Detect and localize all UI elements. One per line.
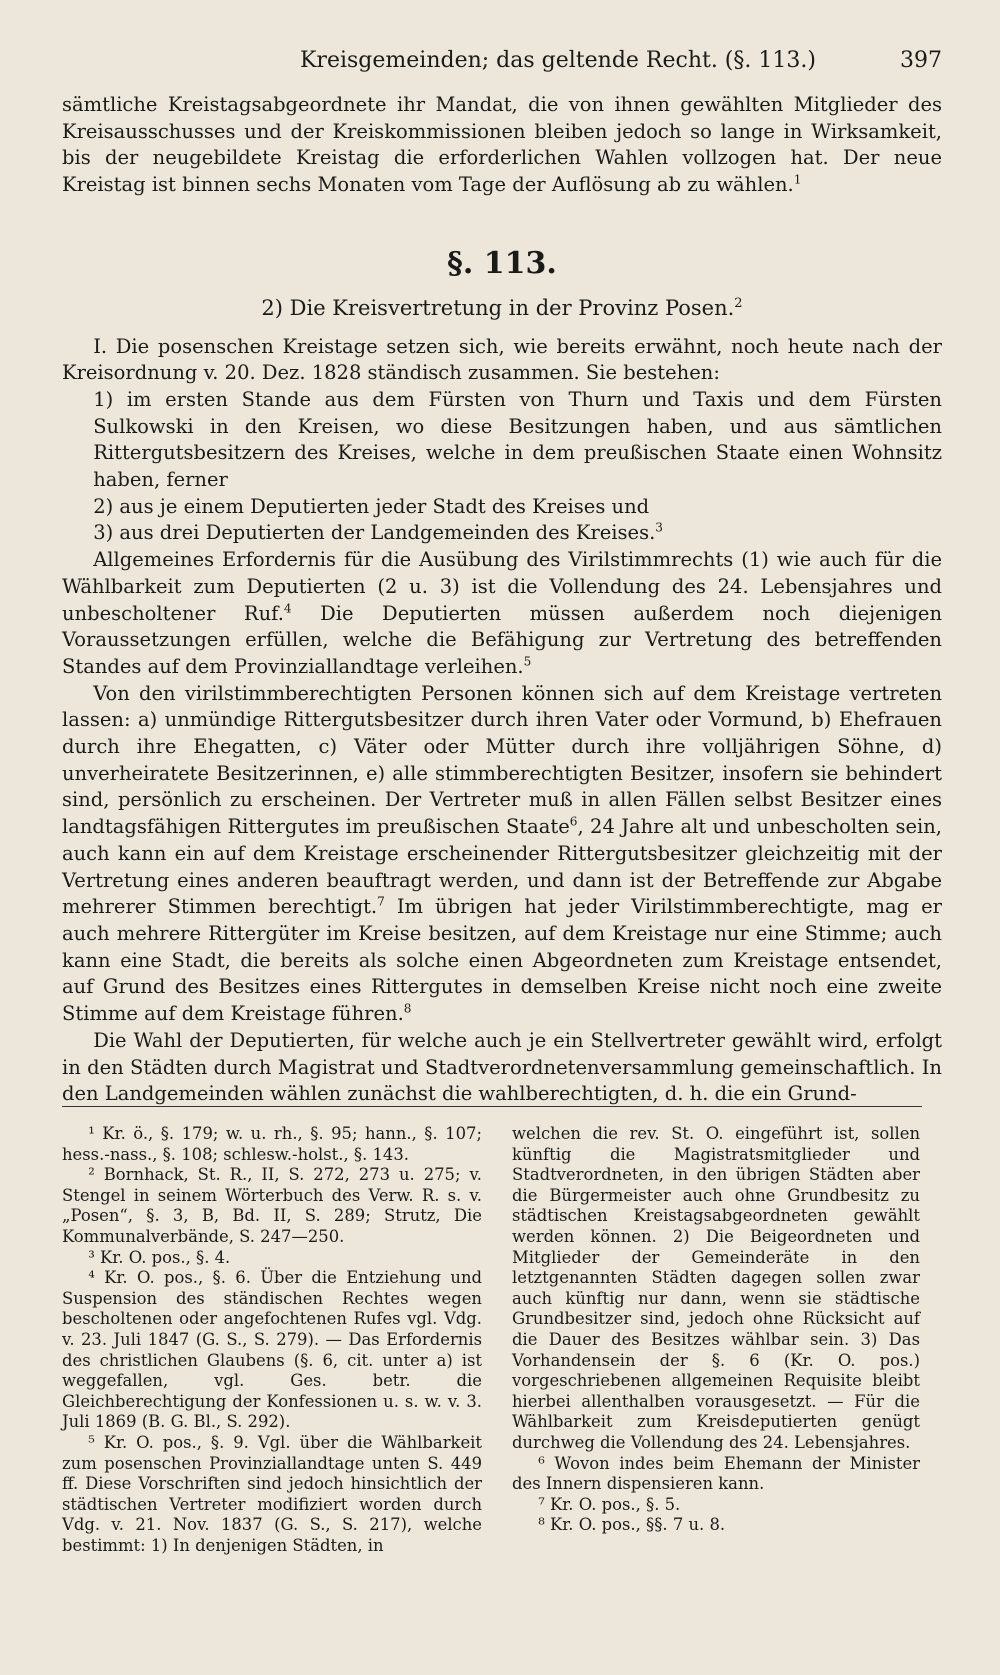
footnote-ref: 3	[655, 520, 663, 535]
footnote-ref: 8	[403, 1001, 412, 1016]
intro-paragraph: sämtliche Kreistagsabgeordnete ihr Mandat, die von ihnen gewählten Mitglieder des Kreisausschusses und der Kreiskommissionen bleiben jedoch so lange in Wirksamkeit, bis der neugebildete Kreistag die erforderlichen Wahlen vollzogen hat. Der neue Kreistag ist binnen sechs Monaten vom Tage der Auflösung ab zu wählen.$^1$	[62, 93, 942, 197]
footnote: ⁸ Kr. O. pos., §§. 7 u. 8.	[538, 1515, 726, 1535]
footnotes-left-column	[62, 1124, 482, 1556]
footnote: ¹ Kr. ö., §. 179; w. u. rh., §. 95; hann., §. 107; hess.-nass., §. 108; schlesw.-holst., §. 143.	[62, 1124, 482, 1164]
paragraph: I. Die posenschen Kreistage setzen sich, wie bereits erwähnt, noch heute nach der Kreisordnung v. 20. Dez. 1828 ständisch zusammen. Sie bestehen:	[62, 334, 942, 385]
section-title: §. 113.	[447, 245, 557, 281]
footnote: ⁴ Kr. O. pos., §. 6. Über die Entziehung und Suspension des ständischen Rechtes wegen bescholtenen oder angefochtenen Rufes vgl. Vdg. v. 23. Juli 1847 (G. S., S. 279). — Das Erfordernis des christlichen Glaubens (§. 6, cit. unter a) ist weggefallen, vgl. Ges. betr. die Gleichberechtigung der Konfessionen u. s. w. v. 3. Juli 1869 (B. G. Bl., S. 292).	[62, 1268, 482, 1432]
footnote: ⁷ Kr. O. pos., §. 5.	[538, 1494, 681, 1514]
footnote-ref: 4	[283, 601, 292, 616]
running-title: Kreisgemeinden; das geltende Recht. (§. 113.)	[300, 48, 816, 73]
page-number: 397	[900, 48, 942, 73]
footnote-ref: 6	[569, 814, 578, 829]
list-item: 3) aus drei Deputierten der Landgemeinden des Kreises.$^3$	[93, 520, 663, 545]
footnote-divider	[62, 1106, 922, 1107]
footnote-continuation: welchen die rev. St. O. eingeführt ist, sollen künftig die Magistratsmitglieder und Stadtverordneten, in den übrigen Städten aber die Bürgermeister auch ohne Grundbesitz zu städtischen Kreistagsabgeordneten gewählt werden können. 2) Die Beigeordneten und Mitglieder der Gemeinderäte in den letztgenannten Städten dagegen sollen zwar auch künftig nur dann, wenn sie städtische Grundbesitzer sind, jedoch ohne Rücksicht auf die Dauer des Besitzes wählbar sein. 3) Das Vorhandensein der §. 6 (Kr. O. pos.) vorgeschriebenen allgemeinen Requisite bleibt hierbei allenthalben vorausgesetzt. — Für die Wählbarkeit zum Kreisdeputierten genügt durchweg die Vollendung des 24. Lebensjahres.	[512, 1124, 920, 1452]
footnotes-right-column	[512, 1124, 920, 1536]
footnote-ref: 1	[793, 172, 802, 187]
footnote: ⁶ Wovon indes beim Ehemann der Minister des Innern dispensieren kann.	[512, 1453, 920, 1494]
paragraph: Von den virilstimmberechtigten Personen können sich auf dem Kreistage vertreten lassen: a) unmündige Rittergutsbesitzer durch ihren Vater oder Vormund, b) Ehefrauen durch ihre Ehegatten, c) Väter oder Mütter durch ihre volljährigen Söhne, d) unverheiratete Besitzerinnen, e) alle stimmberechtigten Besitzer, insofern sie behindert sind, persönlich zu erscheinen. Der Vertreter muß in allen Fällen selbst Besitzer eines landtagsfähigen Rittergutes im preußischen Staate$^6$, 24 Jahre alt und unbescholten sein, auch kann ein auf dem Kreistage erscheinender Rittergutsbesitzer gleichzeitig mit der Vertretung eines anderen beauftragt werden, und dann ist der Betreffende zur Abgabe mehrerer Stimmen berechtigt.$^7$ Im übrigen hat jeder Virilstimmberechtigte, mag er auch mehrere Rittergüter im Kreise besitzen, auf dem Kreistage nur eine Stimme; auch kann eine Stadt, die bereits als solche einen Abgeordneten zum Kreistage entsendet, auf Grund des Besitzes eines Rittergutes in demselben Kreise nicht noch eine zweite Stimme auf dem Kreistage führen.$^8$	[62, 681, 942, 1026]
list-item: 1) im ersten Stande aus dem Fürsten von Thurn und Taxis und dem Fürsten Sulkowski in den Kreisen, wo diese Besitzungen haben, und aus sämtlichen Rittergutsbesitzern des Kreises, welche in dem preußischen Staate einen Wohnsitz haben, ferner	[93, 387, 942, 492]
footnote: ³ Kr. O. pos., §. 4.	[88, 1247, 231, 1267]
footnote-ref: 5	[523, 654, 532, 669]
paragraph: Allgemeines Erfordernis für die Ausübung des Virilstimmrechts (1) wie auch für die Wählbarkeit zum Deputierten (2 u. 3) ist die Vollendung des 24. Lebensjahres und unbescholtener Ruf.$^4$ Die Deputierten müssen außerdem noch diejenigen Voraussetzungen erfüllen, welche die Befähigung zur Vertretung des betreffenden Standes auf dem Provinziallandtage verleihen.$^5$	[62, 548, 943, 678]
page-header	[62, 44, 942, 78]
footnote-ref: 2	[734, 295, 743, 311]
footnote: ² Bornhack, St. R., II, S. 272, 273 u. 275; v. Stengel in seinem Wörterbuch des Verw. R. s. v. „Posen“, §. 3, B, Bd. II, S. 289; Strutz, Die Kommunalverbände, S. 247—250.	[62, 1165, 482, 1246]
paragraph: Die Wahl der Deputierten, für welche auch je ein Stellvertreter gewählt wird, erfolgt in den Städten durch Magistrat und Stadtverordnetenversammlung gemeinschaftlich. In den Landgemeinden wählen zunächst die wahlberechtigten, d. h. die ein Grund-	[62, 1028, 942, 1106]
footnote: ⁵ Kr. O. pos., §. 9. Vgl. über die Wählbarkeit zum posenschen Provinziallandtage unten S. 449 ff. Diese Vorschriften sind jedoch hinsichtlich der städtischen Vertreter modifiziert worden durch Vdg. v. 21. Nov. 1837 (G. S., S. 217), welche bestimmt: 1) In denjenigen Städten, in	[62, 1432, 482, 1555]
footnote-ref: 7	[377, 894, 385, 909]
main-text	[62, 92, 942, 1108]
list-item: 2) aus je einem Deputierten jeder Stadt des Kreises und	[93, 494, 650, 518]
section-subtitle: 2) Die Kreisvertretung in der Provinz Posen.$^2$	[261, 295, 743, 320]
